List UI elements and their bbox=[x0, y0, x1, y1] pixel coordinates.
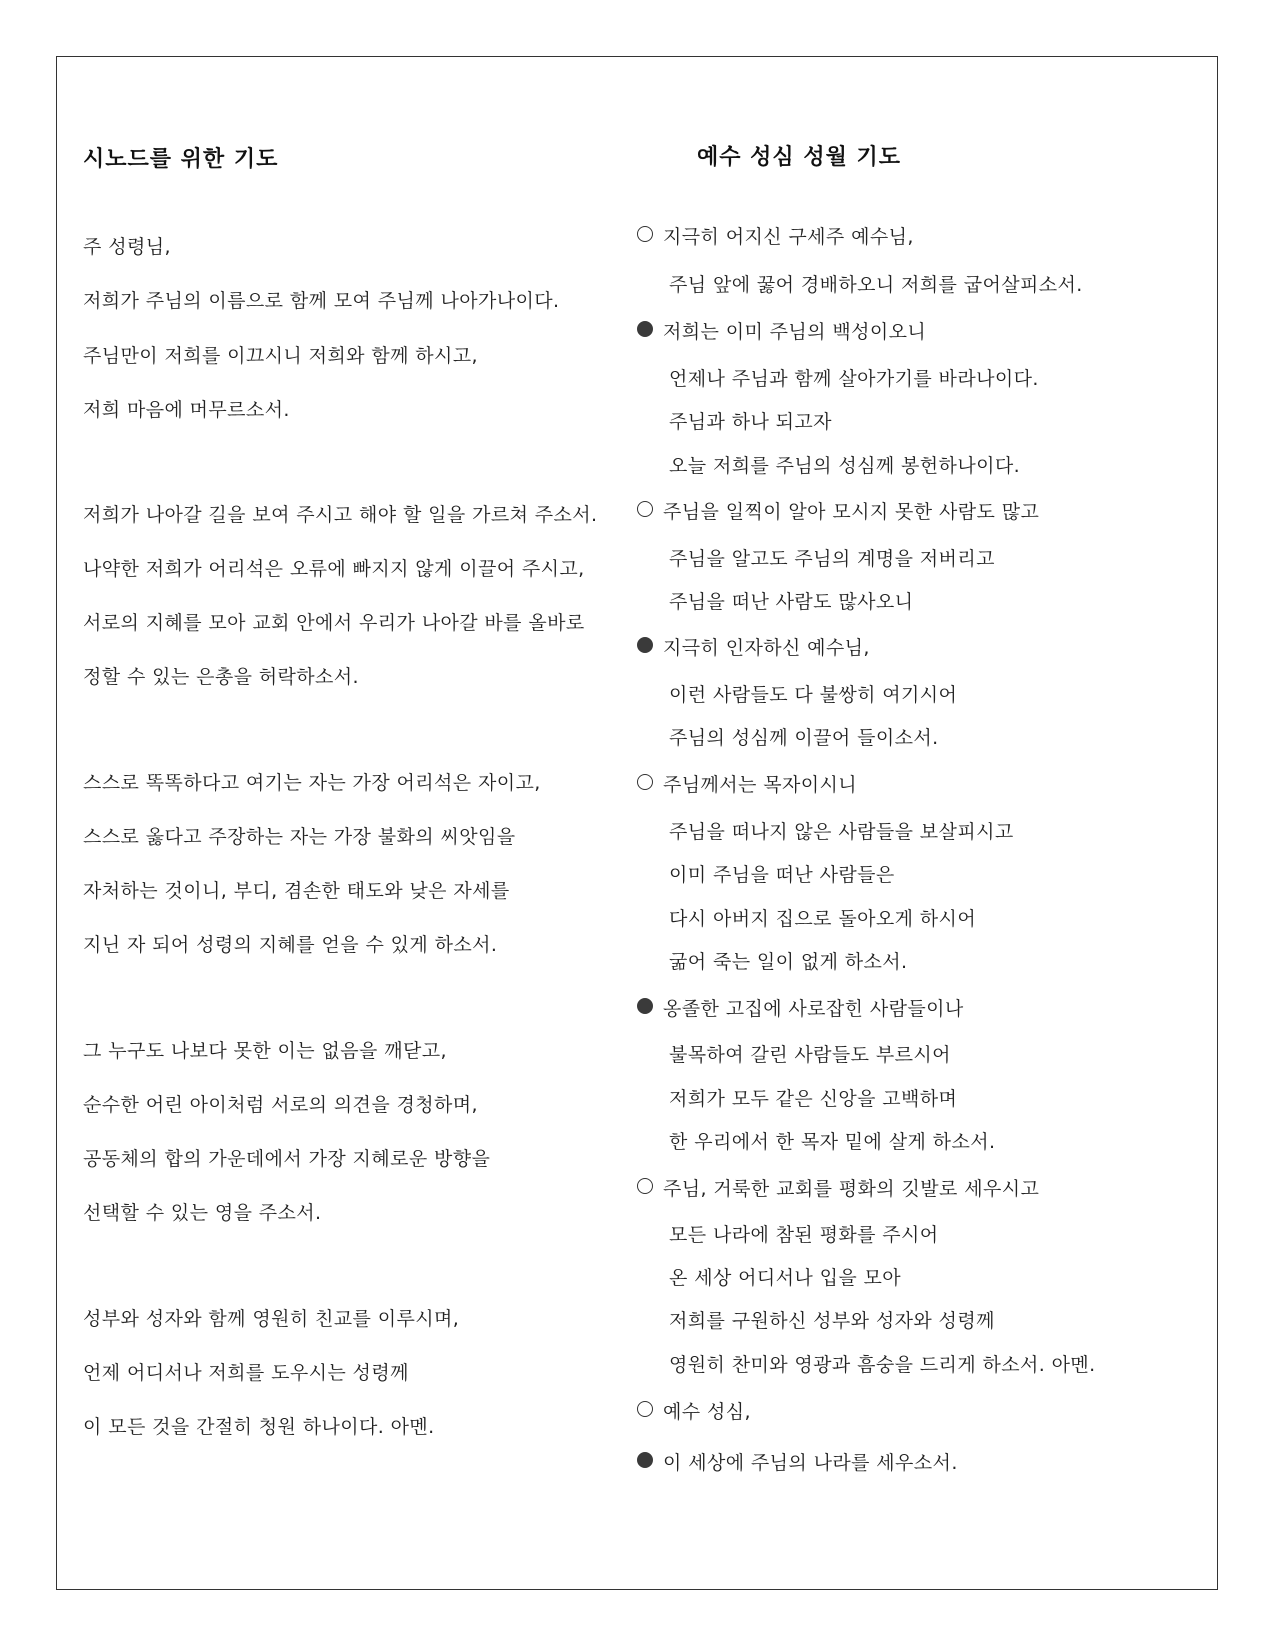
sacred-heart-prayer-text: 저희를 구원하신 성부와 성자와 성령께 bbox=[669, 1310, 995, 1332]
sacred-heart-prayer-text: 예수 성심, bbox=[663, 1401, 751, 1423]
synod-prayer-line: 이 모든 것을 간절히 청원 하나이다. 아멘. bbox=[83, 1416, 435, 1438]
sacred-heart-prayer-text: 지극히 어지신 구세주 예수님, bbox=[663, 226, 914, 248]
sacred-heart-prayer-text: 옹졸한 고집에 사로잡힌 사람들이나 bbox=[663, 998, 964, 1020]
synod-prayer-line: 주님만이 저희를 이끄시니 저희와 함께 하시고, bbox=[83, 345, 478, 367]
sacred-heart-prayer-text: 이 세상에 주님의 나라를 세우소서. bbox=[663, 1452, 958, 1474]
filled-circle-icon bbox=[637, 637, 653, 653]
open-circle-icon bbox=[637, 1401, 653, 1417]
synod-prayer-line: 공동체의 합의 가운데에서 가장 지혜로운 방향을 bbox=[83, 1148, 491, 1170]
sacred-heart-prayer-text: 주님과 하나 되고자 bbox=[669, 411, 832, 433]
open-circle-icon bbox=[637, 226, 653, 242]
sacred-heart-prayer-text: 굶어 죽는 일이 없게 하소서. bbox=[669, 951, 908, 973]
sacred-heart-prayer-text: 이런 사람들도 다 불쌍히 여기시어 bbox=[669, 684, 958, 706]
synod-prayer-line: 자처하는 것이니, 부디, 겸손한 태도와 낮은 자세를 bbox=[83, 880, 510, 902]
sacred-heart-prayer-text: 지극히 인자하신 예수님, bbox=[663, 637, 870, 659]
sacred-heart-prayer-text: 주님을 알고도 주님의 계명을 저버리고 bbox=[669, 548, 995, 570]
synod-prayer-line: 스스로 옳다고 주장하는 자는 가장 불화의 씨앗임을 bbox=[83, 826, 516, 848]
sacred-heart-prayer-text: 불목하여 갈린 사람들도 부르시어 bbox=[669, 1044, 951, 1066]
open-circle-icon bbox=[637, 1178, 653, 1194]
sacred-heart-prayer-text: 주님의 성심께 이끌어 들이소서. bbox=[669, 727, 939, 749]
synod-prayer-line: 저희가 주님의 이름으로 함께 모여 주님께 나아가나이다. bbox=[83, 290, 560, 312]
sacred-heart-prayer-text: 저희는 이미 주님의 백성이오니 bbox=[663, 321, 927, 343]
sacred-heart-prayer-text: 언제나 주님과 함께 살아가기를 바라나이다. bbox=[669, 368, 1039, 390]
synod-prayer-line: 언제 어디서나 저희를 도우시는 성령께 bbox=[83, 1362, 409, 1384]
synod-prayer-line: 순수한 어린 아이처럼 서로의 의견을 경청하며, bbox=[83, 1094, 478, 1116]
sacred-heart-prayer-text: 주님을 일찍이 알아 모시지 못한 사람도 많고 bbox=[663, 501, 1040, 523]
sacred-heart-prayer-text: 이미 주님을 떠난 사람들은 bbox=[669, 864, 895, 886]
sacred-heart-prayer-text: 모든 나라에 참된 평화를 주시어 bbox=[669, 1224, 939, 1246]
synod-prayer-title: 시노드를 위한 기도 bbox=[83, 147, 279, 172]
synod-prayer-line: 저희가 나아갈 길을 보여 주시고 해야 할 일을 가르쳐 주소서. bbox=[83, 504, 598, 526]
synod-prayer-line: 서로의 지혜를 모아 교회 안에서 우리가 나아갈 바를 올바로 bbox=[83, 612, 585, 634]
sacred-heart-prayer-title: 예수 성심 성월 기도 bbox=[697, 145, 901, 170]
synod-prayer-line: 정할 수 있는 은총을 허락하소서. bbox=[83, 666, 360, 688]
sacred-heart-prayer-text: 주님을 떠난 사람도 많사오니 bbox=[669, 591, 914, 613]
synod-prayer-line: 주 성령님, bbox=[83, 236, 171, 258]
sacred-heart-prayer-text: 주님을 떠나지 않은 사람들을 보살피시고 bbox=[669, 821, 1014, 843]
sacred-heart-prayer-text: 주님께서는 목자이시니 bbox=[663, 774, 857, 796]
open-circle-icon bbox=[637, 501, 653, 517]
sacred-heart-prayer-text: 주님 앞에 꿇어 경배하오니 저희를 굽어살피소서. bbox=[669, 274, 1083, 296]
sacred-heart-prayer-text: 다시 아버지 집으로 돌아오게 하시어 bbox=[669, 908, 977, 930]
synod-prayer-line: 그 누구도 나보다 못한 이는 없음을 깨닫고, bbox=[83, 1040, 447, 1062]
sacred-heart-prayer-text: 한 우리에서 한 목자 밑에 살게 하소서. bbox=[669, 1131, 996, 1153]
synod-prayer-line: 성부와 성자와 함께 영원히 친교를 이루시며, bbox=[83, 1308, 460, 1330]
sacred-heart-prayer-text: 주님, 거룩한 교회를 평화의 깃발로 세우시고 bbox=[663, 1178, 1040, 1200]
synod-prayer-line: 지닌 자 되어 성령의 지혜를 얻을 수 있게 하소서. bbox=[83, 934, 498, 956]
synod-prayer-line: 나약한 저희가 어리석은 오류에 빠지지 않게 이끌어 주시고, bbox=[83, 558, 585, 580]
open-circle-icon bbox=[637, 774, 653, 790]
sacred-heart-prayer-text: 영원히 찬미와 영광과 흠숭을 드리게 하소서. 아멘. bbox=[669, 1354, 1096, 1376]
synod-prayer-line: 선택할 수 있는 영을 주소서. bbox=[83, 1202, 322, 1224]
filled-circle-icon bbox=[637, 998, 653, 1014]
synod-prayer-line: 저희 마음에 머무르소서. bbox=[83, 399, 290, 421]
filled-circle-icon bbox=[637, 321, 653, 337]
filled-circle-icon bbox=[637, 1452, 653, 1468]
sacred-heart-prayer-text: 저희가 모두 같은 신앙을 고백하며 bbox=[669, 1088, 958, 1110]
synod-prayer-line: 스스로 똑똑하다고 여기는 자는 가장 어리석은 자이고, bbox=[83, 772, 541, 794]
sacred-heart-prayer-text: 온 세상 어디서나 입을 모아 bbox=[669, 1267, 902, 1289]
sacred-heart-prayer-text: 오늘 저희를 주님의 성심께 봉헌하나이다. bbox=[669, 455, 1021, 477]
